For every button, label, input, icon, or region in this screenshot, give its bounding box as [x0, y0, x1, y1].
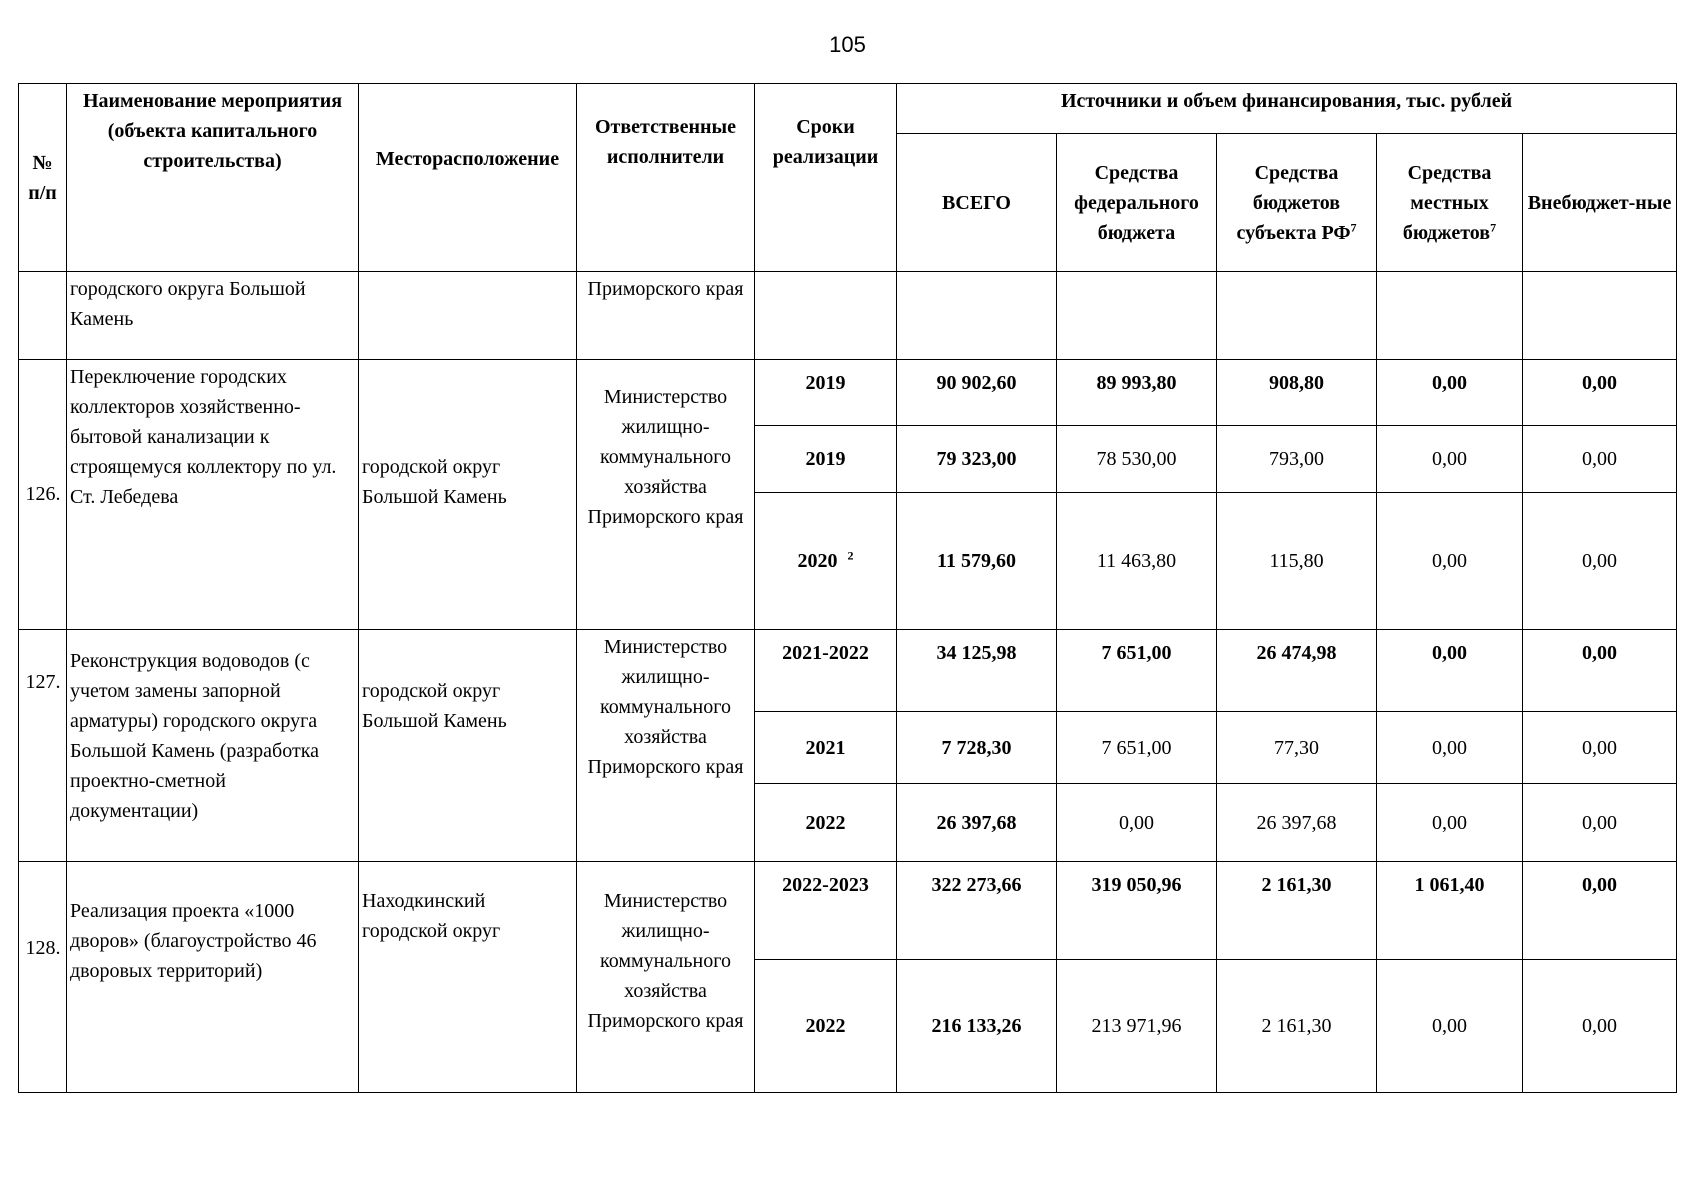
subject: 2 161,30: [1217, 862, 1377, 959]
header-executors: Ответственные исполнители: [577, 84, 755, 272]
header-row-1: [19, 84, 1677, 134]
term: 2022: [755, 959, 897, 1092]
cont-name: городского округа Большой Камень: [67, 272, 359, 359]
total: 216 133,26: [897, 959, 1057, 1092]
federal: 0,00: [1057, 784, 1217, 862]
local: 0,00: [1377, 712, 1523, 784]
local: 0,00: [1377, 784, 1523, 862]
row-executor: Министерство жилищно-коммунального хозяйства Приморского края: [577, 359, 755, 630]
header-extrabudget: Внебюджет-ные: [1523, 134, 1677, 272]
table-row: [19, 862, 1677, 959]
term: 2019: [755, 425, 897, 492]
term: 2021-2022: [755, 630, 897, 712]
cont-empty-3: [1057, 272, 1217, 359]
subject: 908,80: [1217, 359, 1377, 425]
total: 79 323,00: [897, 425, 1057, 492]
header-federal: Средства федерального бюджета: [1057, 134, 1217, 272]
header-subject-text: Средства бюджетов субъекта РФ: [1236, 161, 1351, 244]
extra: 0,00: [1523, 425, 1677, 492]
total: 322 273,66: [897, 862, 1057, 959]
header-local-footnote: 7: [1490, 220, 1497, 235]
cont-location: [359, 272, 577, 359]
extra: 0,00: [1523, 630, 1677, 712]
federal: 7 651,00: [1057, 712, 1217, 784]
term: 2022: [755, 784, 897, 862]
cont-empty-5: [1377, 272, 1523, 359]
subject: 77,30: [1217, 712, 1377, 784]
cont-empty-6: [1523, 272, 1677, 359]
term: [755, 492, 897, 629]
extra: 0,00: [1523, 359, 1677, 425]
table-row: [19, 359, 1677, 425]
term: 2021: [755, 712, 897, 784]
extra: 0,00: [1523, 959, 1677, 1092]
term: 2019: [755, 359, 897, 425]
row-number: 128.: [19, 862, 67, 1093]
extra: 0,00: [1523, 784, 1677, 862]
local: 0,00: [1377, 359, 1523, 425]
federal: 11 463,80: [1057, 492, 1217, 629]
header-sources: Источники и объем финансирования, тыс. рублей: [897, 84, 1677, 134]
subject: 2 161,30: [1217, 959, 1377, 1092]
subject: 793,00: [1217, 425, 1377, 492]
federal: 7 651,00: [1057, 630, 1217, 712]
extra: 0,00: [1523, 712, 1677, 784]
cont-empty-4: [1217, 272, 1377, 359]
row-name: Реализация проекта «1000 дворов» (благоустройство 46 дворовых территорий): [67, 862, 359, 1093]
cont-empty-1: [755, 272, 897, 359]
row-name: Переключение городских коллекторов хозяйственно-бытовой канализации к строящемуся коллектору по ул. Ст. Лебедева: [67, 359, 359, 630]
total: 90 902,60: [897, 359, 1057, 425]
row-location: городской округ Большой Камень: [359, 630, 577, 862]
row-executor: Министерство жилищно-коммунального хозяйства Приморского края: [577, 630, 755, 862]
header-name: Наименование мероприятия (объекта капитального строительства): [67, 84, 359, 272]
extra: 0,00: [1523, 862, 1677, 959]
total: 26 397,68: [897, 784, 1057, 862]
total: 34 125,98: [897, 630, 1057, 712]
local: 0,00: [1377, 630, 1523, 712]
subject: 115,80: [1217, 492, 1377, 629]
header-subject: [1217, 134, 1377, 272]
subject: 26 397,68: [1217, 784, 1377, 862]
local: 0,00: [1377, 425, 1523, 492]
row-executor: Министерство жилищно-коммунального хозяйства Приморского края: [577, 862, 755, 1093]
row-location: городской округ Большой Камень: [359, 359, 577, 630]
federal: 89 993,80: [1057, 359, 1217, 425]
cont-executor: Приморского края: [577, 272, 755, 359]
row-location: Находкинский городской округ: [359, 862, 577, 1093]
federal: 319 050,96: [1057, 862, 1217, 959]
header-total: ВСЕГО: [897, 134, 1057, 272]
total: 7 728,30: [897, 712, 1057, 784]
financing-table: [18, 83, 1677, 1093]
extra: 0,00: [1523, 492, 1677, 629]
term-text: 2020: [797, 549, 838, 572]
header-location: Месторасположение: [359, 84, 577, 272]
row-number: 126.: [19, 359, 67, 630]
subject: 26 474,98: [1217, 630, 1377, 712]
term: 2022-2023: [755, 862, 897, 959]
local: 0,00: [1377, 959, 1523, 1092]
header-num: № п/п: [19, 84, 67, 272]
local: 1 061,40: [1377, 862, 1523, 959]
header-subject-footnote: 7: [1350, 220, 1357, 235]
term-footnote: 2: [847, 548, 854, 563]
header-local-text: Средства местных бюджетов: [1402, 161, 1492, 244]
row-number: 127.: [19, 630, 67, 862]
local: 0,00: [1377, 492, 1523, 629]
page-number: 105: [829, 32, 866, 57]
header-local: [1377, 134, 1523, 272]
total: 11 579,60: [897, 492, 1057, 629]
cont-empty-2: [897, 272, 1057, 359]
continuation-row: [19, 272, 1677, 359]
cont-num: [19, 272, 67, 359]
table-row: [19, 630, 1677, 712]
row-name: Реконструкция водоводов (с учетом замены запорной арматуры) городского округа Большой Камень (разработка проектно-сметной документации): [67, 630, 359, 862]
federal: 213 971,96: [1057, 959, 1217, 1092]
header-terms: Сроки реализации: [755, 84, 897, 272]
federal: 78 530,00: [1057, 425, 1217, 492]
